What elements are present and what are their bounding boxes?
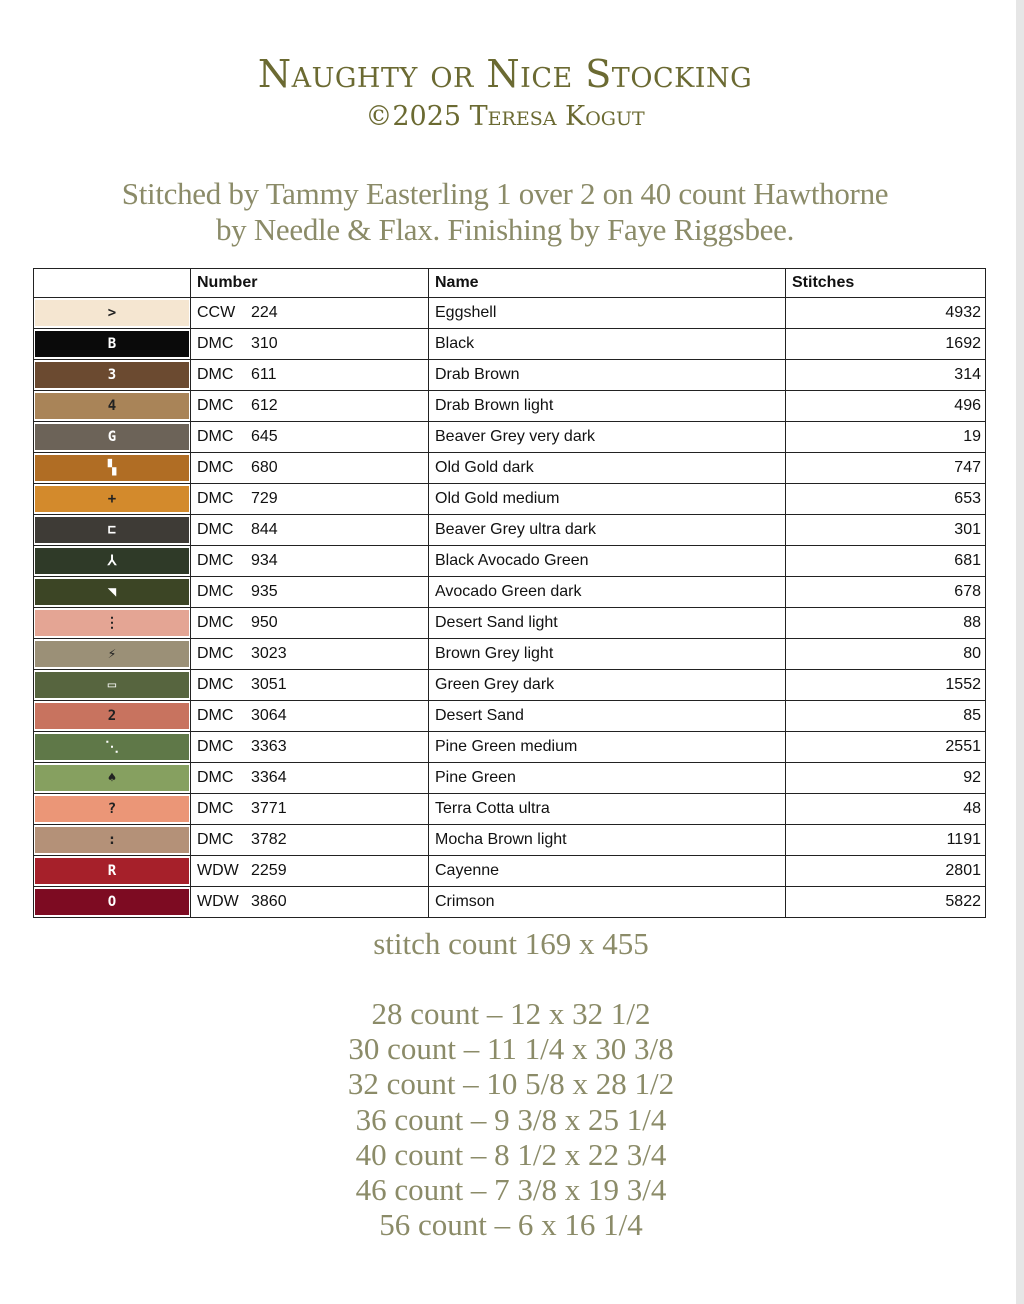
stitch-total: 678 <box>786 577 986 608</box>
floss-code: 3860 <box>251 893 287 910</box>
stitch-symbol: ◥ <box>107 584 117 600</box>
floss-name: Green Grey dark <box>429 670 786 701</box>
stitch-symbol: ? <box>107 801 117 817</box>
fabric-size-line: 28 count – 12 x 32 1/2 <box>371 996 651 1031</box>
stitch-total: 4932 <box>786 298 986 329</box>
stitch-total: 653 <box>786 484 986 515</box>
stitch-total: 5822 <box>786 887 986 918</box>
floss-brand: DMC <box>197 645 234 662</box>
stitched-by-line-1: Stitched by Tammy Easterling 1 over 2 on 40 count Hawthorne <box>121 176 889 211</box>
stitch-symbol: B <box>107 336 117 352</box>
stitch-symbol: ▭ <box>107 677 117 693</box>
stitch-symbol: O <box>107 894 117 910</box>
table-row <box>34 825 986 856</box>
stitch-symbol: R <box>107 863 117 879</box>
color-swatch <box>35 548 189 574</box>
floss-number-cell <box>191 329 429 360</box>
color-swatch-cell <box>34 763 191 794</box>
color-swatch-cell <box>34 856 191 887</box>
floss-brand: DMC <box>197 614 234 631</box>
floss-code: 934 <box>251 552 278 569</box>
floss-brand: CCW <box>197 304 236 321</box>
stitch-total: 19 <box>786 422 986 453</box>
floss-name: Beaver Grey very dark <box>429 422 786 453</box>
stitch-symbol: ⅄ <box>107 553 117 569</box>
stitch-total: 1692 <box>786 329 986 360</box>
floss-number-cell <box>191 670 429 701</box>
stitch-total: 747 <box>786 453 986 484</box>
color-swatch <box>35 300 189 326</box>
table-row <box>34 546 986 577</box>
table-row <box>34 763 986 794</box>
floss-brand: DMC <box>197 831 234 848</box>
floss-name: Beaver Grey ultra dark <box>429 515 786 546</box>
floss-number-cell <box>191 484 429 515</box>
color-swatch <box>35 889 189 915</box>
floss-key-rows <box>34 298 986 918</box>
color-swatch <box>35 641 189 667</box>
table-row <box>34 422 986 453</box>
table-row <box>34 329 986 360</box>
floss-number-cell <box>191 887 429 918</box>
color-swatch-cell <box>34 608 191 639</box>
color-swatch <box>35 765 189 791</box>
table-row <box>34 453 986 484</box>
header-name: Name <box>429 269 786 298</box>
fabric-size-line: 46 count – 7 3/8 x 19 3/4 <box>355 1172 667 1208</box>
table-row <box>34 608 986 639</box>
floss-number-cell <box>191 856 429 887</box>
table-row <box>34 360 986 391</box>
floss-name: Mocha Brown light <box>429 825 786 856</box>
header-swatch <box>34 269 191 298</box>
floss-code: 3023 <box>251 645 287 662</box>
stitch-total: 88 <box>786 608 986 639</box>
color-swatch-cell <box>34 360 191 391</box>
floss-key-table <box>33 268 986 918</box>
table-row <box>34 856 986 887</box>
floss-brand: DMC <box>197 459 234 476</box>
color-swatch-cell <box>34 825 191 856</box>
floss-brand: DMC <box>197 521 234 538</box>
table-row <box>34 484 986 515</box>
table-row <box>34 298 986 329</box>
color-swatch <box>35 610 189 636</box>
floss-code: 935 <box>251 583 278 600</box>
fabric-size-line: 36 count – 9 3/8 x 25 1/4 <box>355 1101 667 1137</box>
table-header-row <box>34 269 986 298</box>
fabric-size-line: 40 count – 8 1/2 x 22 3/4 <box>355 1136 667 1172</box>
floss-brand: DMC <box>197 769 234 786</box>
color-swatch-cell <box>34 422 191 453</box>
fabric-size-line: 32 count – 10 5/8 x 28 1/2 <box>347 1066 675 1102</box>
floss-number-cell <box>191 794 429 825</box>
floss-code: 3363 <box>251 738 287 755</box>
color-swatch <box>35 734 189 760</box>
floss-name: Desert Sand light <box>429 608 786 639</box>
floss-name: Desert Sand <box>429 701 786 732</box>
fabric-size-line: 30 count – 11 1/4 x 30 3/8 <box>348 1031 674 1067</box>
floss-brand: DMC <box>197 397 234 414</box>
stitch-symbol: ⊏ <box>107 522 117 538</box>
stitch-total: 301 <box>786 515 986 546</box>
floss-name: Terra Cotta ultra <box>429 794 786 825</box>
floss-name: Avocado Green dark <box>429 577 786 608</box>
floss-code: 3782 <box>251 831 287 848</box>
floss-code: 3051 <box>251 676 287 693</box>
table-row <box>34 732 986 763</box>
floss-code: 3364 <box>251 769 287 786</box>
copyright-line: ©2025 Teresa Kogut <box>365 101 645 132</box>
floss-brand: DMC <box>197 335 234 352</box>
table-row <box>34 577 986 608</box>
stitch-total: 2801 <box>786 856 986 887</box>
color-swatch-cell <box>34 546 191 577</box>
table-row <box>34 639 986 670</box>
floss-brand: DMC <box>197 366 234 383</box>
color-swatch-cell <box>34 794 191 825</box>
stitch-total: 681 <box>786 546 986 577</box>
stitch-total: 48 <box>786 794 986 825</box>
floss-name: Eggshell <box>429 298 786 329</box>
color-swatch <box>35 858 189 884</box>
floss-number-cell <box>191 608 429 639</box>
color-swatch <box>35 827 189 853</box>
floss-name: Cayenne <box>429 856 786 887</box>
floss-name: Black <box>429 329 786 360</box>
floss-number-cell <box>191 577 429 608</box>
stitch-symbol: + <box>107 491 117 507</box>
fabric-size-list <box>0 996 1022 1242</box>
stitched-by-note <box>0 176 1010 248</box>
floss-number-cell <box>191 422 429 453</box>
stitch-symbol: > <box>107 305 117 321</box>
floss-number-cell <box>191 701 429 732</box>
stitch-total: 496 <box>786 391 986 422</box>
floss-number-cell <box>191 639 429 670</box>
floss-code: 612 <box>251 397 278 414</box>
floss-code: 729 <box>251 490 278 507</box>
table-row <box>34 701 986 732</box>
color-swatch-cell <box>34 670 191 701</box>
color-swatch-cell <box>34 515 191 546</box>
floss-code: 680 <box>251 459 278 476</box>
color-swatch-cell <box>34 639 191 670</box>
floss-brand: DMC <box>197 583 234 600</box>
color-swatch <box>35 393 189 419</box>
floss-code: 3064 <box>251 707 287 724</box>
fabric-size-line: 56 count – 6 x 16 1/4 <box>379 1207 643 1243</box>
floss-number-cell <box>191 763 429 794</box>
floss-brand: DMC <box>197 707 234 724</box>
floss-number-cell <box>191 546 429 577</box>
color-swatch-cell <box>34 887 191 918</box>
stitch-total: 1552 <box>786 670 986 701</box>
floss-brand: WDW <box>197 862 239 879</box>
stitch-total: 2551 <box>786 732 986 763</box>
floss-brand: DMC <box>197 490 234 507</box>
color-swatch-cell <box>34 577 191 608</box>
stitched-by-line-2: by Needle & Flax. Finishing by Faye Riggsbee. <box>215 212 795 247</box>
floss-number-cell <box>191 360 429 391</box>
floss-number-cell <box>191 515 429 546</box>
color-swatch-cell <box>34 391 191 422</box>
stitch-symbol: 4 <box>107 398 117 414</box>
color-swatch-cell <box>34 484 191 515</box>
floss-name: Pine Green medium <box>429 732 786 763</box>
floss-name: Crimson <box>429 887 786 918</box>
color-swatch <box>35 579 189 605</box>
floss-code: 844 <box>251 521 278 538</box>
color-swatch <box>35 424 189 450</box>
floss-brand: DMC <box>197 676 234 693</box>
color-swatch-cell <box>34 732 191 763</box>
stitch-total: 92 <box>786 763 986 794</box>
floss-code: 611 <box>251 366 277 383</box>
floss-name: Black Avocado Green <box>429 546 786 577</box>
floss-name: Old Gold medium <box>429 484 786 515</box>
header-number: Number <box>191 269 429 298</box>
color-swatch <box>35 672 189 698</box>
color-swatch <box>35 455 189 481</box>
color-swatch-cell <box>34 453 191 484</box>
stitch-symbol: ⋮ <box>105 615 119 631</box>
stitch-symbol: ♠ <box>107 770 117 786</box>
color-swatch-cell <box>34 701 191 732</box>
floss-name: Old Gold dark <box>429 453 786 484</box>
color-swatch <box>35 486 189 512</box>
floss-brand: WDW <box>197 893 239 910</box>
color-swatch-cell <box>34 298 191 329</box>
floss-code: 950 <box>251 614 278 631</box>
stitch-symbol: 2 <box>107 708 117 724</box>
color-swatch <box>35 796 189 822</box>
table-row <box>34 670 986 701</box>
floss-brand: DMC <box>197 738 234 755</box>
floss-number-cell <box>191 732 429 763</box>
stitch-total: 85 <box>786 701 986 732</box>
floss-brand: DMC <box>197 428 234 445</box>
floss-name: Pine Green <box>429 763 786 794</box>
table-row <box>34 794 986 825</box>
floss-code: 645 <box>251 428 278 445</box>
floss-number-cell <box>191 825 429 856</box>
color-swatch <box>35 517 189 543</box>
floss-code: 2259 <box>251 862 287 879</box>
floss-number-cell <box>191 453 429 484</box>
floss-name: Brown Grey light <box>429 639 786 670</box>
table-row <box>34 391 986 422</box>
stitch-total: 1191 <box>786 825 986 856</box>
table-row <box>34 515 986 546</box>
stitch-symbol: ▚ <box>107 460 117 476</box>
floss-code: 310 <box>251 335 278 352</box>
color-swatch <box>35 703 189 729</box>
floss-code: 3771 <box>251 800 287 817</box>
stitch-total: 80 <box>786 639 986 670</box>
stitch-symbol: : <box>107 832 117 848</box>
table-row <box>34 887 986 918</box>
floss-name: Drab Brown <box>429 360 786 391</box>
stitch-symbol: ⋱ <box>105 739 119 755</box>
pattern-title: Naughty or Nice Stocking <box>257 52 753 96</box>
floss-number-cell <box>191 391 429 422</box>
floss-code: 224 <box>251 304 278 321</box>
floss-brand: DMC <box>197 800 234 817</box>
stitch-symbol: ⚡ <box>107 646 117 662</box>
color-swatch <box>35 331 189 357</box>
stitch-count: stitch count 169 x 455 <box>373 926 649 961</box>
color-swatch-cell <box>34 329 191 360</box>
stitch-symbol: 3 <box>107 367 117 383</box>
color-swatch <box>35 362 189 388</box>
stitch-total: 314 <box>786 360 986 391</box>
stitch-symbol: G <box>107 429 117 445</box>
floss-name: Drab Brown light <box>429 391 786 422</box>
header-stitches: Stitches <box>786 269 986 298</box>
floss-number-cell <box>191 298 429 329</box>
floss-brand: DMC <box>197 552 234 569</box>
